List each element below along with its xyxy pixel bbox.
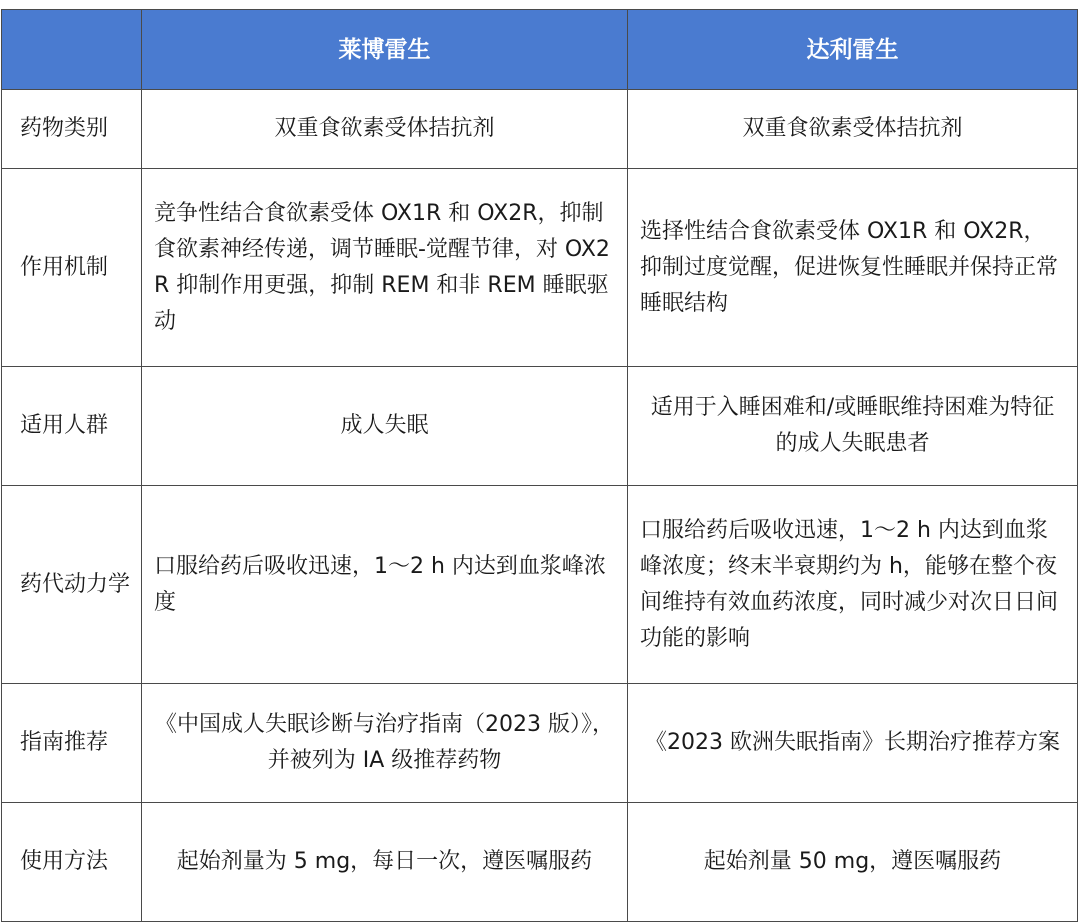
lemborexant-cell: 成人失眠 xyxy=(142,367,628,486)
lemborexant-cell: 口服给药后吸收迅速，1～2 h 内达到血浆峰浓度 xyxy=(142,486,628,684)
daridorexant-cell: 《2023 欧洲失眠指南》长期治疗推荐方案 xyxy=(628,684,1078,803)
row-label: 作用机制 xyxy=(2,169,142,367)
lemborexant-cell: 《中国成人失眠诊断与治疗指南（2023 版）》，并被列为 IA 级推荐药物 xyxy=(142,684,628,803)
daridorexant-cell: 起始剂量 50 mg，遵医嘱服药 xyxy=(628,803,1078,922)
table-row-drug-class xyxy=(2,90,1078,169)
table-row-guideline xyxy=(2,684,1078,803)
table-row-dosage xyxy=(2,803,1078,922)
header-lemborexant: 莱博雷生 xyxy=(142,10,628,90)
lemborexant-cell: 竞争性结合食欲素受体 OX1R 和 OX2R，抑制食欲素神经传递，调节睡眠-觉醒节律，对 OX2R 抑制作用更强，抑制 REM 和非 REM 睡眠驱动 xyxy=(142,169,628,367)
lemborexant-cell: 双重食欲素受体拮抗剂 xyxy=(142,90,628,169)
header-row xyxy=(2,10,1078,90)
table-row-population xyxy=(2,367,1078,486)
daridorexant-cell: 选择性结合食欲素受体 OX1R 和 OX2R，抑制过度觉醒，促进恢复性睡眠并保持正常睡眠结构 xyxy=(628,169,1078,367)
daridorexant-cell: 适用于入睡困难和/或睡眠维持困难为特征的成人失眠患者 xyxy=(628,367,1078,486)
row-label: 适用人群 xyxy=(2,367,142,486)
lemborexant-cell: 起始剂量为 5 mg，每日一次，遵医嘱服药 xyxy=(142,803,628,922)
drug-comparison-table xyxy=(1,9,1078,922)
daridorexant-cell: 双重食欲素受体拮抗剂 xyxy=(628,90,1078,169)
row-label: 指南推荐 xyxy=(2,684,142,803)
header-daridorexant: 达利雷生 xyxy=(628,10,1078,90)
table-row-pharmacokinetics xyxy=(2,486,1078,684)
header-corner-cell xyxy=(2,10,142,90)
table-row-mechanism xyxy=(2,169,1078,367)
daridorexant-cell: 口服给药后吸收迅速，1～2 h 内达到血浆峰浓度；终末半衰期约为 h，能够在整个夜间维持有效血药浓度，同时减少对次日日间功能的影响 xyxy=(628,486,1078,684)
comparison-table-container xyxy=(1,9,1078,922)
row-label: 使用方法 xyxy=(2,803,142,922)
row-label: 药代动力学 xyxy=(2,486,142,684)
row-label: 药物类别 xyxy=(2,90,142,169)
